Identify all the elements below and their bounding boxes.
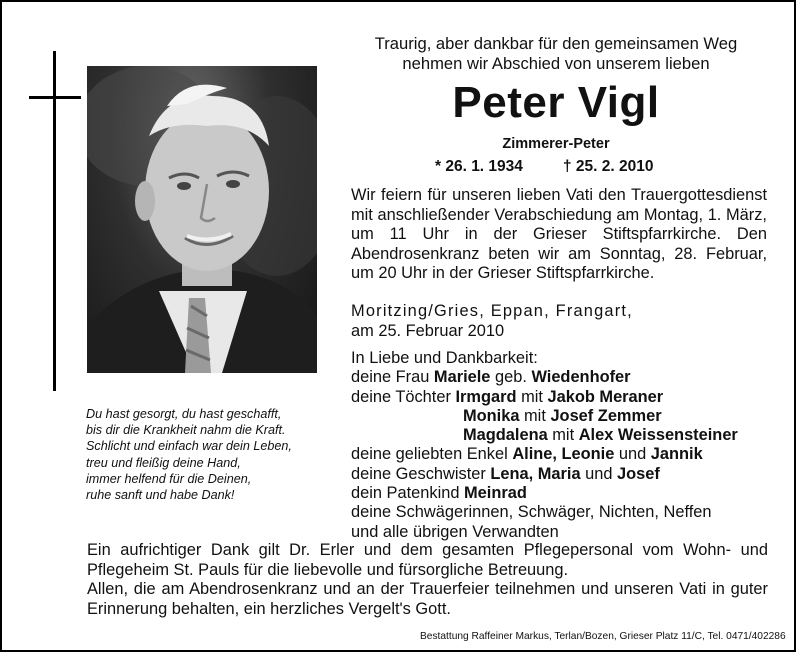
poem-line: immer helfend für die Deinen, xyxy=(86,471,252,486)
intro-text xyxy=(341,34,771,74)
intro-line: nehmen wir Abschied von unserem lieben xyxy=(402,54,710,73)
notice-date: am 25. Februar 2010 xyxy=(351,321,505,340)
poem-line: treu und fleißig deine Hand, xyxy=(86,455,241,470)
cross-icon xyxy=(53,51,56,391)
portrait-photo xyxy=(87,66,317,373)
place-date xyxy=(351,302,691,341)
funeral-announcement: Wir feiern für unseren lieben Vati den Trauergottesdienst mit anschließender Verabschiedung am Montag, 1. März, um 11 Uhr in der Grieser Stiftspfarrkirche. Den Abendrosenkranz beten wir am Sonntag, 28. Februar, um 20 Uhr in der Grieser Stiftspfarrkirche. xyxy=(351,186,767,283)
birth-date: * 26. 1. 1934 xyxy=(435,158,523,175)
poem-line: Schlicht und einfach war dein Leben, xyxy=(86,439,292,454)
thanks-paragraph: Ein aufrichtiger Dank gilt Dr. Erler und dem gesamten Pflegepersonal vom Wohn- und Pflegeheim St. Pauls für die liebevolle und fürsorgliche Betreuung. xyxy=(87,541,768,579)
list-item: deine geliebten Enkel Aline, Leonie und Jannik xyxy=(351,445,703,464)
list-item: deine Töchter Irmgard mit Jakob Meraner xyxy=(351,387,664,406)
thanks-text xyxy=(87,541,768,619)
poem-line: bis dir die Krankheit nahm die Kraft. xyxy=(86,423,286,438)
nickname: Zimmerer-Peter xyxy=(502,136,610,152)
place: Moritzing/Gries, Eppan, Frangart, xyxy=(351,302,633,320)
thanks-paragraph: Allen, die am Abendrosenkranz und an der Trauerfeier teilnehmen und unseren Vati in guter Erinnerung behalten, ein herzliches Vergelt's Gott. xyxy=(87,580,768,618)
list-item: deine Schwägerinnen, Schwäger, Nichten, Neffen xyxy=(351,503,712,522)
intro-line: Traurig, aber dankbar für den gemeinsamen Weg xyxy=(374,34,738,53)
list-item: deine Frau Mariele geb. Wiedenhofer xyxy=(351,368,631,387)
mourners-list xyxy=(351,349,781,542)
list-item: Magdalena mit Alex Weissensteiner xyxy=(463,426,738,445)
list-item: Monika mit Josef Zemmer xyxy=(463,406,662,425)
list-item: und alle übrigen Verwandten xyxy=(351,522,559,541)
deceased-name: Peter Vigl xyxy=(452,78,660,127)
cross-icon-bar xyxy=(29,96,81,99)
poem-line: ruhe sanft und habe Dank! xyxy=(86,488,235,503)
list-item: deine Geschwister Lena, Maria und Josef xyxy=(351,464,660,483)
mourners-heading: In Liebe und Dankbarkeit: xyxy=(351,349,538,367)
list-item: dein Patenkind Meinrad xyxy=(351,484,527,503)
poem-line: Du hast gesorgt, du hast geschafft, xyxy=(86,407,282,421)
undertaker-footer: Bestattung Raffeiner Markus, Terlan/Bozen, Grieser Platz 11/C, Tel. 0471/402286 xyxy=(420,631,786,642)
poem xyxy=(86,406,326,503)
death-date: † 25. 2. 2010 xyxy=(563,158,654,175)
